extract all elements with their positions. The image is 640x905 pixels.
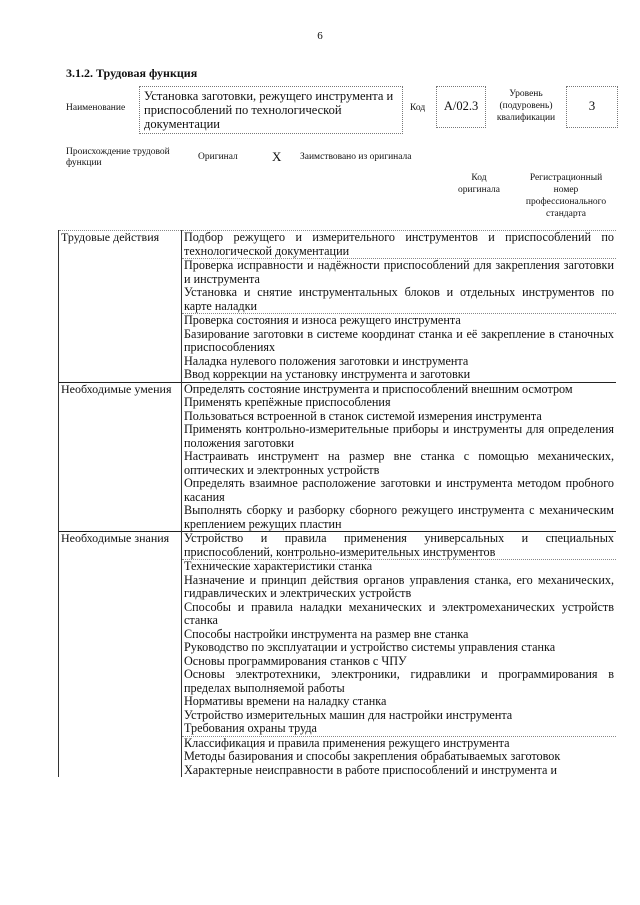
list-item: Применять контрольно-измерительные приборы и инструменты для определения положения заготовки [184, 422, 614, 450]
list-item: Ввод коррекции на установку инструмента и заготовки [184, 367, 471, 381]
list-item: Назначение и принцип действия органов управления станка, его механических, гидравлических и электрических устройств [184, 572, 614, 600]
list-item: Технические характеристики станка [182, 560, 617, 574]
list-item: Основы электротехники, электроники, гидравлики и программирования в пределах выполняемой работы [184, 667, 614, 695]
code-value: А/02.3 [436, 86, 486, 128]
list-item: Установка и снятие инструментальных блоков и отдельных инструментов по карте наладки [184, 285, 614, 313]
list-item: Проверка состояния и износа режущего инструмента [182, 314, 617, 328]
table-row [59, 532, 617, 560]
page-number: 6 [317, 30, 323, 42]
code-label: Код [410, 103, 426, 113]
list-item: Применять крепёжные приспособления [184, 395, 391, 409]
list-item: Устройство измерительных машин для настройки инструмента [184, 707, 513, 722]
code-original-label: Код оригинала [458, 173, 500, 195]
list-item: Подбор режущего и измерительного инструментов и приспособлений по технологической документации [182, 231, 617, 259]
original-label: Оригинал [198, 152, 238, 162]
qualification-level-label: Уровень (подуровень) квалификации [496, 89, 556, 123]
list-item: Способы и правила наладки механических и электромеханических устройств станка [184, 599, 614, 627]
origin-label: Происхождение трудовой функции [66, 147, 170, 168]
table-row [59, 231, 617, 259]
list-item: Проверка исправности и надёжности приспособлений для закрепления заготовки и инструмента [182, 259, 617, 287]
list-item: Выполнять сборку и разборку сборного режущего инструмента с механическим креплением режущих пластин [184, 503, 614, 531]
list-item: Настраивать инструмент на размер вне станка с помощью механических, оптических и электронных устройств [184, 449, 614, 477]
list-item: Методы базирования и способы закрепления обрабатываемых заготовок [184, 749, 561, 763]
category-label: Трудовые действия [59, 231, 182, 383]
list-item: Требования охраны труда [184, 721, 317, 735]
list-item: Руководство по эксплуатации и устройство системы управления станка [184, 640, 556, 654]
borrowed-label: Заимствовано из оригинала [300, 152, 412, 162]
list-item: Определять взаимное расположение заготовки и инструмента методом пробного касания [184, 476, 614, 504]
list-item: Пользоваться встроенной в станок системой измерения инструмента [184, 408, 542, 423]
list-item: Классификация и правила применения режущего инструмента [182, 736, 617, 750]
function-table [58, 230, 616, 777]
list-item: Базирование заготовки в системе координат станка и её закрепление в станочных приспособлениях [184, 326, 614, 354]
category-label: Необходимые умения [59, 382, 182, 532]
list-item: Основы программирования станков с ЧПУ [184, 653, 407, 668]
list-item: Определять состояние инструмента и приспособлений внешним осмотром [182, 382, 617, 396]
list-item: Устройство и правила применения универсальных и специальных приспособлений, контрольно-измерительных инструментов [182, 532, 617, 560]
table-row [59, 382, 617, 396]
original-mark: X [272, 149, 282, 164]
list-item: Наладка нулевого положения заготовки и инструмента [184, 353, 469, 368]
function-name: Установка заготовки, режущего инструмента и приспособлений по технологической документации [139, 86, 403, 134]
list-item: Нормативы времени на наладку станка [184, 694, 387, 708]
qualification-level-value: 3 [566, 86, 618, 128]
category-label: Необходимые знания [59, 532, 182, 778]
list-item: Характерные неисправности в работе приспособлений и инструмента и [184, 762, 557, 777]
registration-number-label: Регистрационный номер профессионального стандарта [525, 173, 607, 219]
name-label: Наименование [66, 103, 126, 113]
list-item: Способы настройки инструмента на размер вне станка [184, 626, 469, 641]
section-heading: 3.1.2. Трудовая функция [66, 66, 198, 80]
